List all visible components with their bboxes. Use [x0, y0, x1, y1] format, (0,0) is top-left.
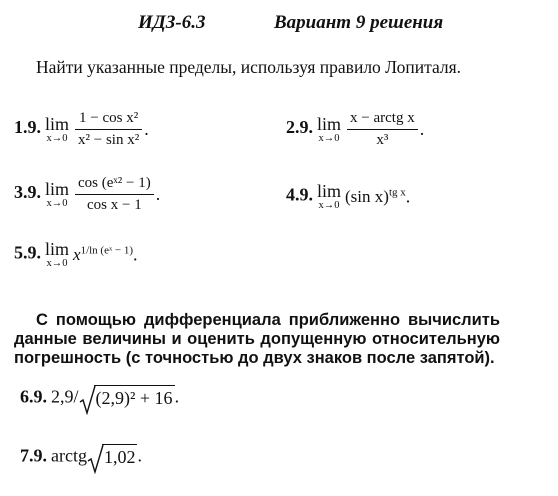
- period: .: [137, 445, 142, 466]
- problem-1-9: [14, 110, 149, 149]
- base: (sin x): [345, 187, 389, 207]
- limit-operator: [45, 180, 69, 210]
- period: .: [174, 386, 180, 407]
- base: x: [73, 245, 81, 265]
- lim-subscript: x→0: [46, 258, 68, 269]
- fraction: [75, 175, 154, 214]
- problem-3-9: [14, 175, 160, 214]
- exponent: tg x: [388, 186, 406, 199]
- lim-subscript: x→0: [46, 132, 68, 144]
- lim-word: lim: [317, 113, 342, 134]
- variant-label: Вариант 9 решения: [274, 12, 444, 33]
- assignment-title: ИДЗ-6.3: [138, 12, 206, 33]
- numerator: 1 − cos x²: [75, 110, 142, 130]
- problem-7-9: [20, 444, 142, 468]
- limit-operator: [317, 182, 341, 212]
- limit-operator: [45, 115, 69, 145]
- period: .: [144, 119, 149, 139]
- problem-number: 6.9.: [20, 386, 47, 407]
- denominator: cos x − 1: [87, 197, 142, 213]
- lim-word: lim: [45, 178, 70, 199]
- square-root: [79, 385, 175, 409]
- limit-operator: [45, 240, 69, 270]
- lim-word: lim: [45, 239, 70, 259]
- lim-subscript: x→0: [318, 200, 340, 211]
- prefix: 2,9/: [51, 386, 79, 407]
- limit-operator: [317, 115, 341, 145]
- radical-sign-icon: [79, 385, 96, 415]
- problem-number: 7.9.: [20, 445, 47, 466]
- problem-number: 3.9.: [14, 182, 41, 203]
- problem-2-9: [286, 110, 424, 149]
- square-root: [87, 444, 138, 468]
- period: .: [133, 244, 138, 265]
- section1-instruction: Найти указанные пределы, используя правило Лопиталя.: [36, 57, 462, 77]
- radical-sign-icon: [87, 444, 104, 474]
- period: .: [155, 184, 161, 204]
- denominator: x³: [376, 132, 389, 148]
- lim-word: lim: [317, 181, 342, 201]
- denominator: x² − sin x²: [78, 132, 140, 148]
- problem-5-9: [14, 240, 138, 270]
- lim-word: lim: [45, 113, 70, 134]
- problem-number: 4.9.: [286, 184, 313, 205]
- period: .: [419, 119, 425, 139]
- lim-subscript: x→0: [318, 132, 340, 144]
- problem-number: 1.9.: [14, 117, 41, 138]
- radicand: (2,9)² + 16: [94, 385, 175, 409]
- expression: [73, 245, 133, 264]
- prefix: arctg: [51, 445, 87, 466]
- fraction: [75, 110, 142, 149]
- expression: [345, 187, 406, 206]
- problem-4-9: [286, 182, 410, 212]
- problem-6-9: [20, 385, 179, 409]
- radicand: 1,02: [102, 444, 138, 468]
- fraction: [347, 110, 418, 149]
- period: .: [405, 186, 411, 207]
- exponent: 1/ln (eˣ − 1): [80, 244, 134, 257]
- numerator: x − arctg x: [347, 110, 418, 130]
- lim-subscript: x→0: [46, 197, 68, 209]
- section2-instruction: С помощью дифференциала приближенно вычислить данные величины и оценить допущенную относительную погрешность (с точностью до двух знаков после запятой).: [14, 311, 500, 367]
- numerator: cos (eˣ² − 1): [75, 175, 154, 195]
- problem-number: 2.9.: [286, 117, 313, 138]
- problem-number: 5.9.: [14, 242, 41, 263]
